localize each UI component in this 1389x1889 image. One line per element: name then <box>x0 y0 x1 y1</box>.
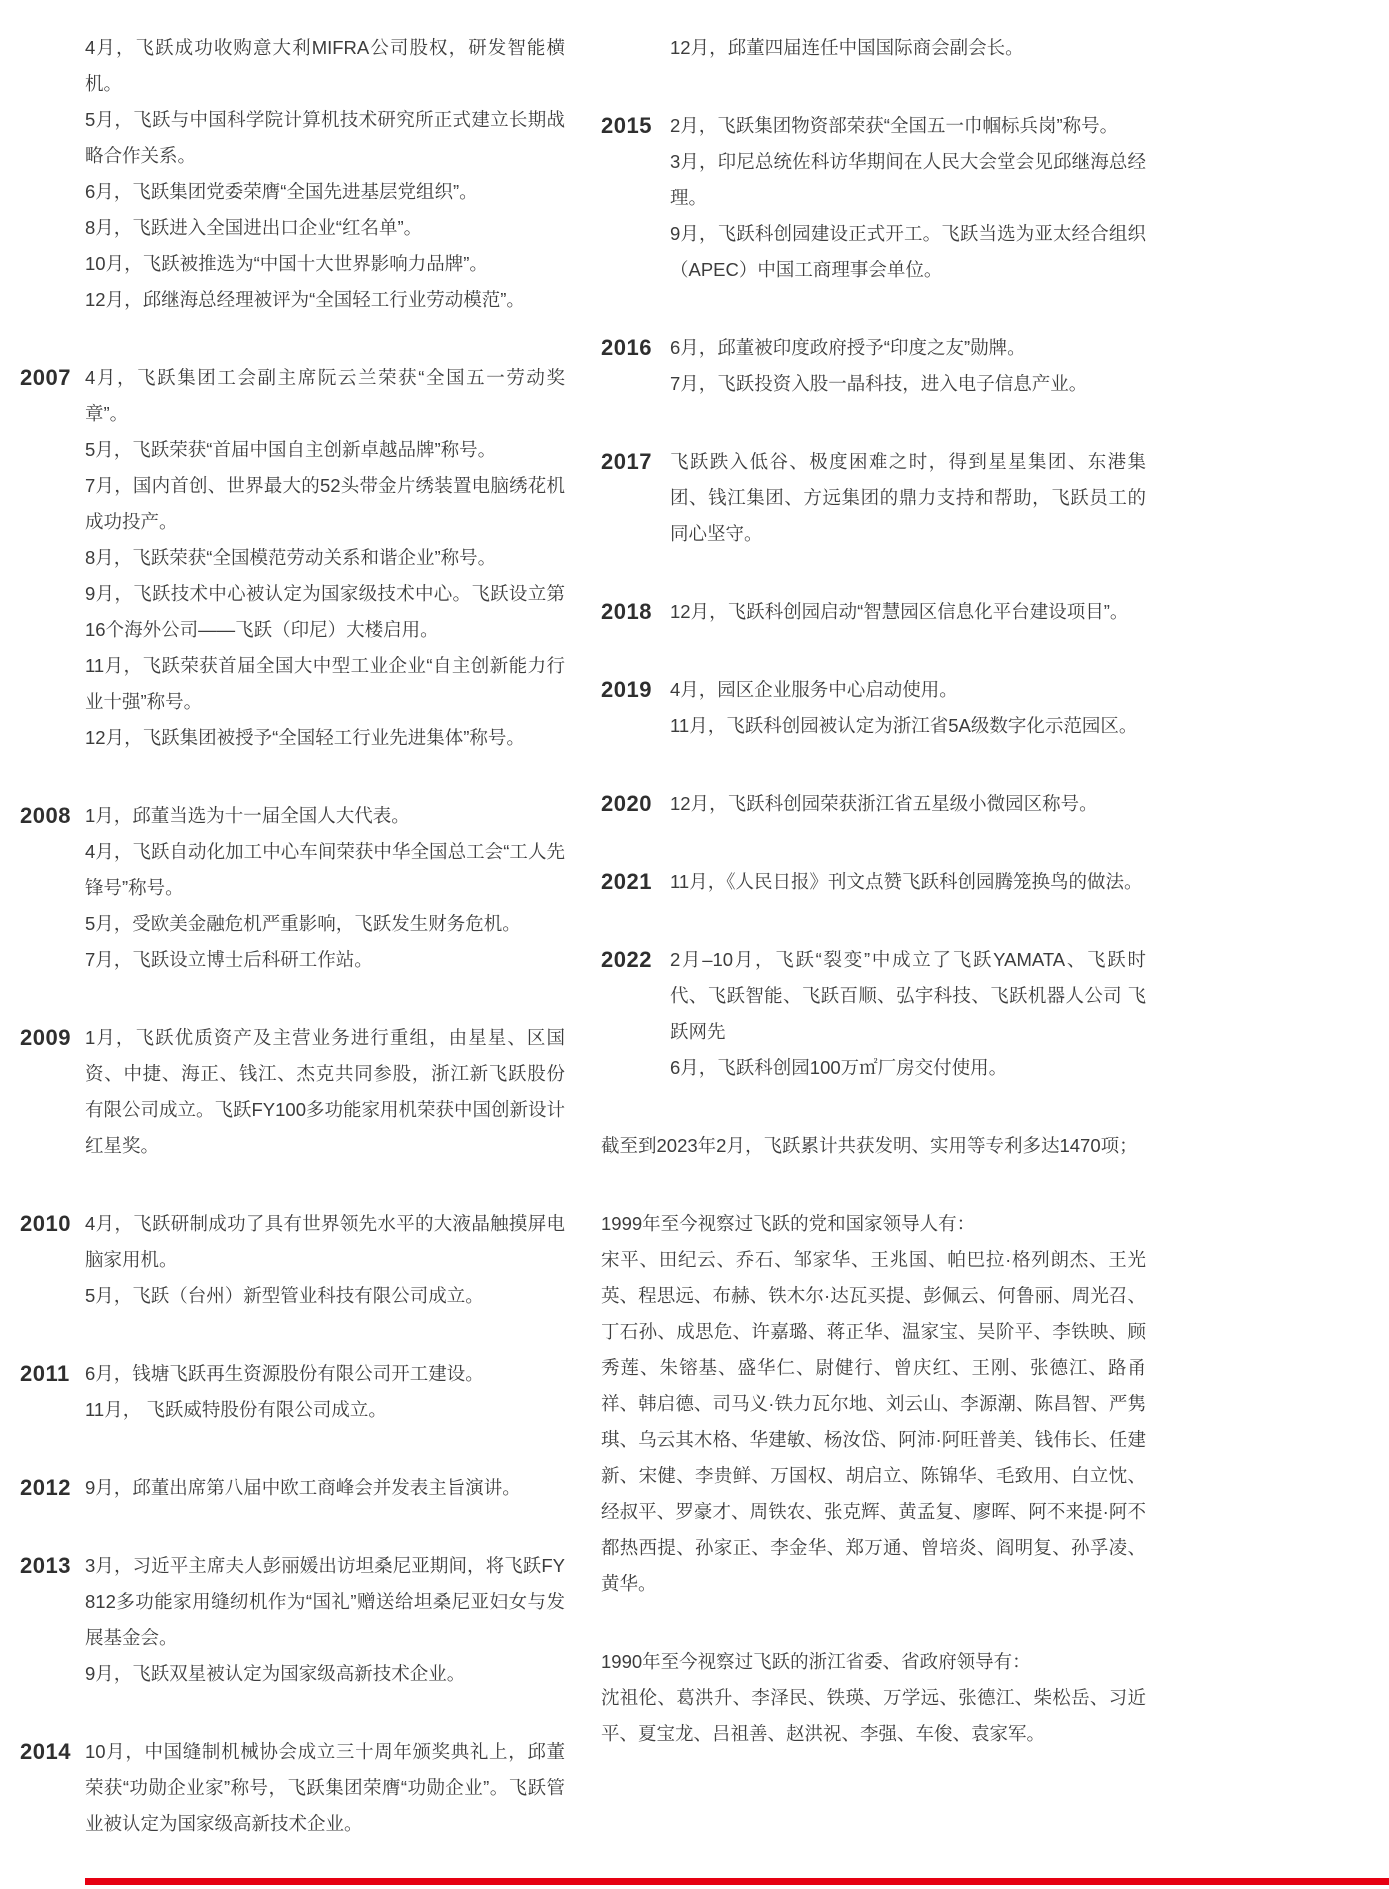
event-line: 12月，邱董四届连任中国国际商会副会长。 <box>670 37 1024 58</box>
timeline-entry-2006-cont <box>20 30 565 318</box>
event-line: 8月，飞跃荣获“全国模范劳动关系和谐企业”称号。 <box>85 547 497 568</box>
event-list <box>85 1734 565 1842</box>
timeline-entry-2015 <box>601 108 1146 288</box>
event-line: 1月，邱董当选为十一届全国人大代表。 <box>85 805 410 826</box>
event-list <box>670 942 1146 1086</box>
event-list <box>670 444 1146 552</box>
event-line: 4月，飞跃自动化加工中心车间荣获中华全国总工会“工人先锋号”称号。 <box>85 841 565 898</box>
year-label: 2016 <box>601 335 652 360</box>
event-line: 5月，飞跃（台州）新型管业科技有限公司成立。 <box>85 1285 484 1306</box>
event-list <box>85 1020 565 1164</box>
year-label <box>601 30 670 66</box>
year-label: 2008 <box>20 803 71 828</box>
event-line: 12月，飞跃科创园启动“智慧园区信息化平台建设项目”。 <box>670 601 1129 622</box>
timeline-entry-2014-cont <box>601 30 1146 66</box>
event-line: 2月–10月，飞跃“裂变”中成立了飞跃YAMATA、飞跃时代、飞跃智能、飞跃百顺、弘宇科技、飞跃机器人公司 飞跃网先 <box>670 949 1146 1042</box>
year-label: 2015 <box>601 113 652 138</box>
event-line: 1月，飞跃优质资产及主营业务进行重组，由星星、区国资、中捷、海正、钱江、杰克共同参股，浙江新飞跃股份有限公司成立。飞跃FY100多功能家用机荣获中国创新设计红星奖。 <box>85 1027 566 1156</box>
timeline-entry-2007 <box>20 360 565 756</box>
event-line: 9月，飞跃科创园建设正式开工。飞跃当选为亚太经合组织（APEC）中国工商理事会单位。 <box>670 223 1146 280</box>
timeline-entry-2016 <box>601 330 1146 402</box>
year-label: 2019 <box>601 677 652 702</box>
event-line: 7月，飞跃设立博士后科研工作站。 <box>85 949 373 970</box>
event-line: 飞跃跌入低谷、极度困难之时，得到星星集团、东港集团、钱江集团、方远集团的鼎力支持和帮助，飞跃员工的同心坚守。 <box>670 451 1146 544</box>
timeline-entry-2017 <box>601 444 1146 552</box>
event-line: 3月，习近平主席夫人彭丽媛出访坦桑尼亚期间，将飞跃FY812多功能家用缝纫机作为“国礼”赠送给坦桑尼亚妇女与发展基金会。 <box>85 1555 565 1648</box>
year-label: 2021 <box>601 869 652 894</box>
timeline-entry-2018 <box>601 594 1146 630</box>
event-list <box>85 360 565 756</box>
timeline-entry-2011 <box>20 1356 565 1428</box>
timeline-entry-2022 <box>601 942 1146 1086</box>
event-line: 2月，飞跃集团物资部荣获“全国五一巾帼标兵岗”称号。 <box>670 115 1119 136</box>
timeline-entry-2008 <box>20 798 565 978</box>
event-line: 5月，受欧美金融危机严重影响，飞跃发生财务危机。 <box>85 913 521 934</box>
timeline-entry-2021 <box>601 864 1146 900</box>
bottom-red-rule <box>85 1878 1389 1885</box>
timeline-columns <box>20 30 1389 1884</box>
event-list <box>670 786 1146 822</box>
event-line: 11月， 飞跃威特股份有限公司成立。 <box>85 1399 387 1420</box>
event-line: 6月，飞跃科创园100万㎡厂房交付使用。 <box>670 1057 1008 1078</box>
event-line: 9月，飞跃技术中心被认定为国家级技术中心。飞跃设立第16个海外公司——飞跃（印尼）大楼启用。 <box>85 583 565 640</box>
event-line: 4月，园区企业服务中心启动使用。 <box>670 679 958 700</box>
year-label: 2012 <box>20 1475 71 1500</box>
provincial-leaders-heading: 1990年至今视察过飞跃的浙江省委、省政府领导有： <box>601 1651 1031 1672</box>
event-line: 12月，飞跃科创园荣获浙江省五星级小微园区称号。 <box>670 793 1098 814</box>
provincial-leaders-block <box>601 1644 1146 1752</box>
timeline-entry-2014 <box>20 1734 565 1842</box>
event-line: 11月，《人民日报》刊文点赞飞跃科创园腾笼换鸟的做法。 <box>670 871 1143 892</box>
event-list <box>670 30 1146 66</box>
event-list <box>85 1356 565 1428</box>
event-list <box>85 1206 565 1314</box>
timeline-entry-2012 <box>20 1470 565 1506</box>
event-line: 5月，飞跃荣获“首届中国自主创新卓越品牌”称号。 <box>85 439 497 460</box>
event-list <box>85 1548 565 1692</box>
event-line: 9月，邱董出席第八届中欧工商峰会并发表主旨演讲。 <box>85 1477 521 1498</box>
timeline-entry-2020 <box>601 786 1146 822</box>
year-label: 2009 <box>20 1025 71 1050</box>
event-line: 4月，飞跃研制成功了具有世界领先水平的大液晶触摸屏电脑家用机。 <box>85 1213 565 1270</box>
timeline-entry-2010 <box>20 1206 565 1314</box>
year-label: 2014 <box>20 1739 71 1764</box>
event-line: 5月，飞跃与中国科学院计算机技术研究所正式建立长期战略合作关系。 <box>85 109 565 166</box>
event-line: 6月，飞跃集团党委荣膺“全国先进基层党组织”。 <box>85 181 478 202</box>
year-label: 2013 <box>20 1553 71 1578</box>
event-list <box>670 594 1146 630</box>
year-label: 2017 <box>601 449 652 474</box>
year-label <box>20 30 85 318</box>
event-line: 6月，钱塘飞跃再生资源股份有限公司开工建设。 <box>85 1363 484 1384</box>
event-line: 11月，飞跃科创园被认定为浙江省5A级数字化示范园区。 <box>670 715 1138 736</box>
timeline-left-column <box>20 30 565 1884</box>
event-list <box>85 30 565 318</box>
timeline-right-column <box>601 30 1146 1752</box>
timeline-entry-2013 <box>20 1548 565 1692</box>
national-leaders-heading: 1999年至今视察过飞跃的党和国家领导人有： <box>601 1213 976 1234</box>
event-list <box>670 330 1146 402</box>
event-line: 10月，飞跃被推选为“中国十大世界影响力品牌”。 <box>85 253 488 274</box>
year-label: 2022 <box>601 947 652 972</box>
year-label: 2020 <box>601 791 652 816</box>
event-list <box>85 798 565 978</box>
timeline-entry-2019 <box>601 672 1146 744</box>
event-list <box>670 864 1146 900</box>
year-label: 2010 <box>20 1211 71 1236</box>
event-line: 7月，飞跃投资入股一晶科技，进入电子信息产业。 <box>670 373 1088 394</box>
national-leaders-names: 宋平、田纪云、乔石、邹家华、王兆国、帕巴拉·格列朗杰、王光英、程思远、布赫、铁木尔·达瓦买提、彭佩云、何鲁丽、周光召、丁石孙、成思危、许嘉璐、蒋正华、温家宝、吴阶平、李铁映、顾秀莲、朱镕基、盛华仁、尉健行、曾庆红、王刚、张德江、路甬祥、韩启德、司马义·铁力瓦尔地、刘云山、李源潮、陈昌智、严隽琪、乌云其木格、华建敏、杨汝岱、阿沛·阿旺普美、钱伟长、任建新、宋健、李贵鲜、万国权、胡启立、陈锦华、毛致用、白立忱、经叔平、罗豪才、周铁农、张克辉、黄孟复、廖晖、阿不来提·阿不都热西提、孙家正、李金华、郑万通、曾培炎、阎明复、孙孚凌、黄华。 <box>601 1249 1146 1594</box>
national-leaders-block <box>601 1206 1146 1602</box>
event-line: 11月，飞跃荣获首届全国大中型工业企业“自主创新能力行业十强”称号。 <box>85 655 565 712</box>
event-line: 6月，邱董被印度政府授予“印度之友”勋牌。 <box>670 337 1026 358</box>
event-line: 10月，中国缝制机械协会成立三十周年颁奖典礼上，邱董荣获“功勋企业家”称号，飞跃集团荣膺“功勋企业”。飞跃管业被认定为国家级高新技术企业。 <box>85 1741 565 1834</box>
provincial-leaders-names: 沈祖伦、葛洪升、李泽民、铁瑛、万学远、张德江、柴松岳、习近平、夏宝龙、吕祖善、赵洪祝、李强、车俊、袁家军。 <box>601 1687 1146 1744</box>
patents-summary: 截至到2023年2月，飞跃累计共获发明、实用等专利多达1470项； <box>601 1135 1138 1156</box>
event-list <box>670 672 1146 744</box>
event-list <box>670 108 1146 288</box>
event-line: 12月，邱继海总经理被评为“全国轻工行业劳动模范”。 <box>85 289 525 310</box>
event-line: 12月，飞跃集团被授予“全国轻工行业先进集体”称号。 <box>85 727 525 748</box>
event-line: 9月，飞跃双星被认定为国家级高新技术企业。 <box>85 1663 466 1684</box>
timeline-entry-2009 <box>20 1020 565 1164</box>
year-label: 2018 <box>601 599 652 624</box>
event-line: 4月，飞跃成功收购意大利MIFRA公司股权，研发智能横机。 <box>85 37 565 94</box>
event-line: 8月，飞跃进入全国进出口企业“红名单”。 <box>85 217 423 238</box>
event-line: 4月，飞跃集团工会副主席阮云兰荣获“全国五一劳动奖章”。 <box>85 367 565 424</box>
year-label: 2007 <box>20 365 71 390</box>
event-line: 7月，国内首创、世界最大的52头带金片绣装置电脑绣花机成功投产。 <box>85 475 565 532</box>
year-label: 2011 <box>20 1361 70 1386</box>
event-line: 3月，印尼总统佐科访华期间在人民大会堂会见邱继海总经理。 <box>670 151 1146 208</box>
event-list <box>85 1470 565 1506</box>
